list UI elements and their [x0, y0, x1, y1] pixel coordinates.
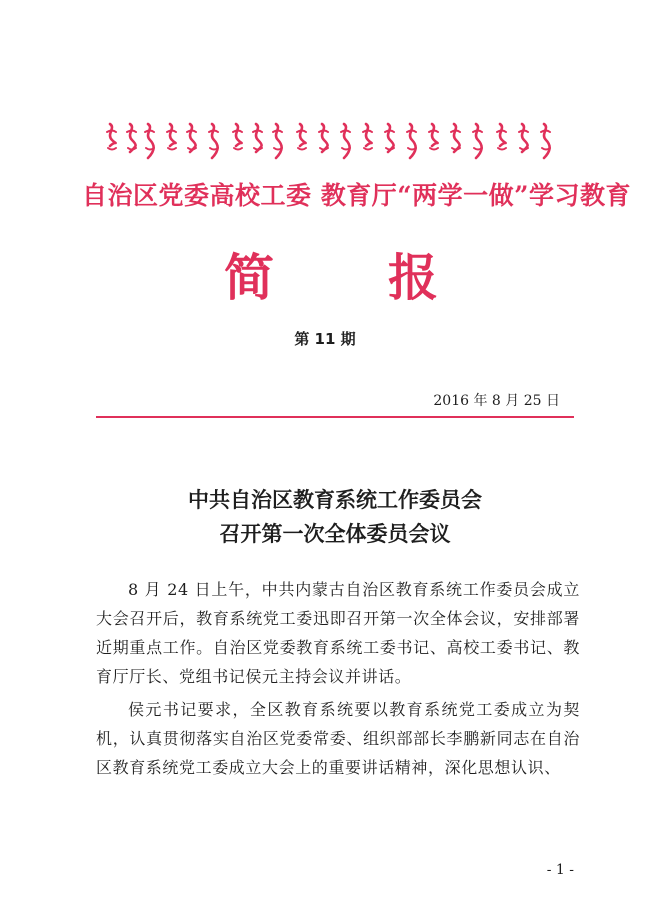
mongolian-glyph-stroke: [110, 124, 116, 146]
mongolian-glyph-stroke: [500, 124, 506, 146]
mongolian-glyph-stroke: [170, 124, 176, 146]
mongolian-glyph-stroke: [344, 124, 350, 158]
mongolian-glyph-stroke: [148, 124, 154, 158]
mongolian-glyph-stroke: [410, 124, 416, 158]
mongolian-glyph-stroke: [300, 124, 306, 146]
mongolian-glyph-stroke: [476, 124, 482, 158]
article-paragraph-1: 8 月 24 日上午，中共内蒙古自治区教育系统工作委员会成立大会召开后，教育系统党工委迅即召开第一次全体会议，安排部署近期重点工作。自治区党委教育系统工委书记、高校工委书记、教育厅厅长、党组书记侯元主持会议并讲话。: [96, 580, 580, 686]
mongolian-glyph-stroke: [432, 124, 438, 146]
doc-type-char-1: 简: [224, 249, 274, 307]
article-body: [96, 575, 580, 786]
mongolian-glyph-stroke: [276, 124, 282, 158]
mongolian-glyph-stroke: [366, 124, 372, 146]
issue-number: 第 11 期: [294, 330, 356, 348]
doc-type-char-2: 报: [388, 249, 438, 307]
article-headline-line-2: 召开第一次全体委员会议: [219, 521, 451, 546]
publish-date: 2016 年 8 月 25 日: [433, 393, 560, 409]
header-divider: [96, 416, 574, 418]
org-title: 自治区党委高校工委 教育厅“两学一做”学习教育: [82, 181, 631, 210]
mongolian-glyph-stroke: [544, 124, 550, 158]
mongolian-glyph-stroke: [212, 124, 218, 158]
mongolian-script-header: [104, 118, 556, 166]
article-paragraph-2: 侯元书记要求，全区教育系统要以教育系统党工委成立为契机，认真贯彻落实自治区党委常委、组织部部长李鹏新同志在自治区教育系统党工委成立大会上的重要讲话精神，深化思想认识、: [96, 700, 580, 777]
article-headline-line-1: 中共自治区教育系统工作委员会: [188, 487, 482, 512]
page-number: - 1 -: [546, 862, 574, 878]
mongolian-glyph-stroke: [236, 124, 242, 146]
